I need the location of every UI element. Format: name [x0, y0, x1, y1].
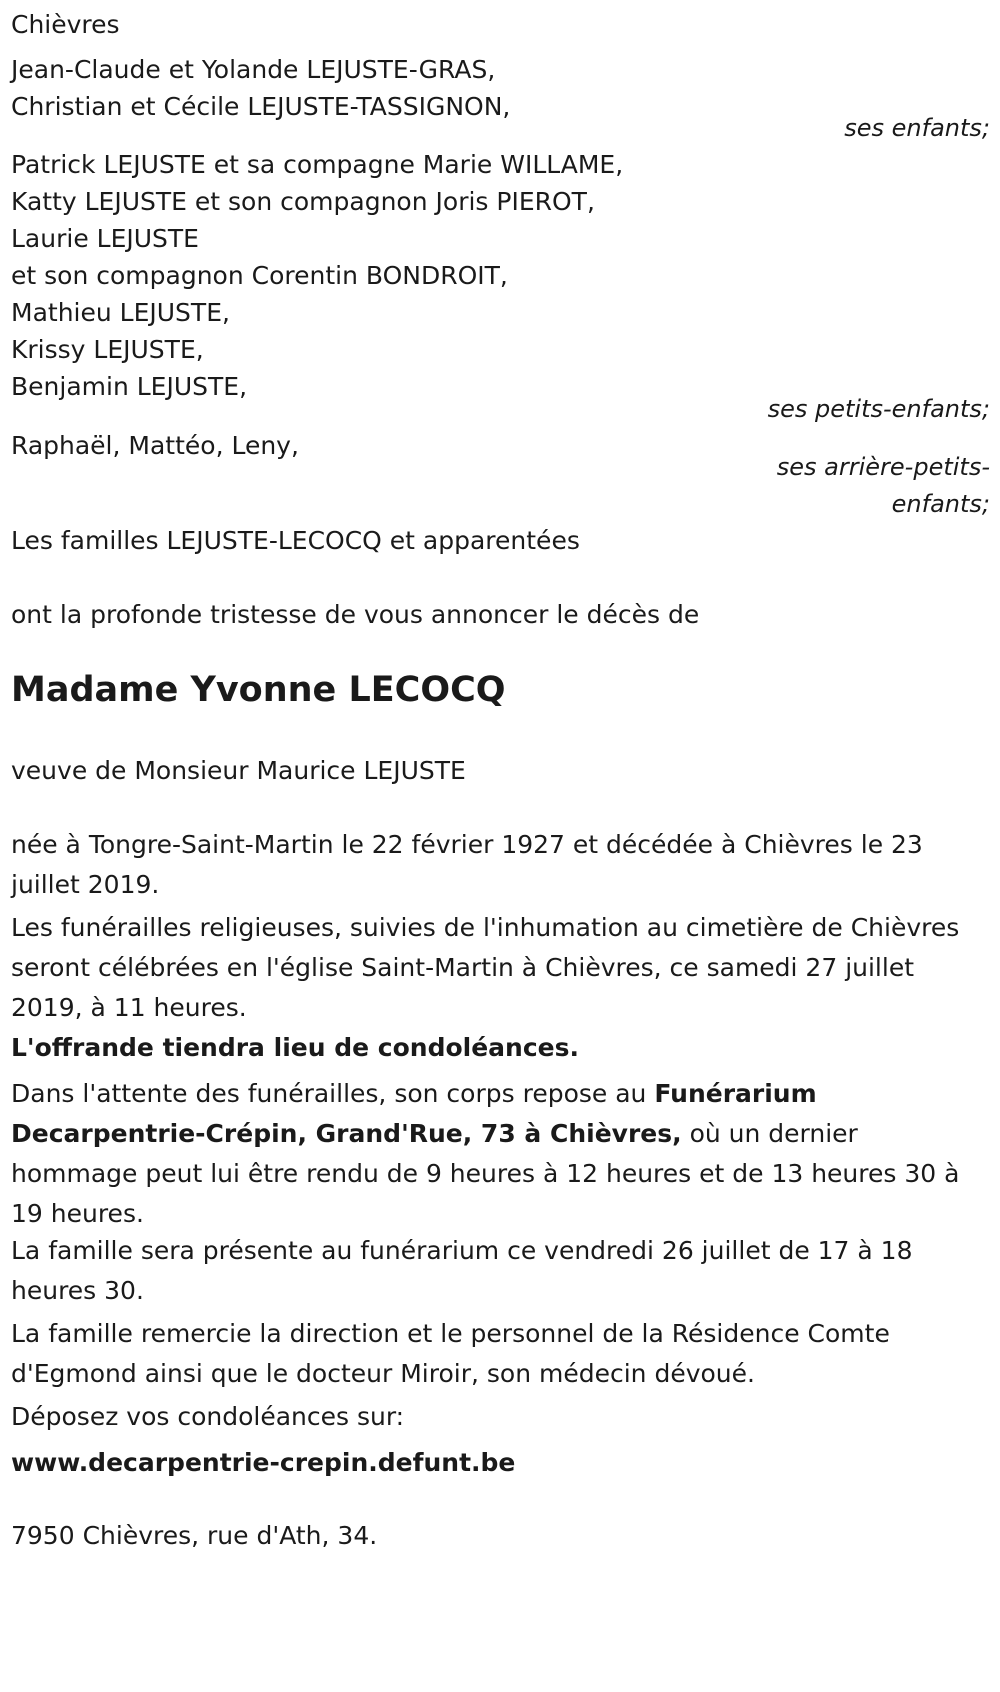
website-link[interactable]: www.decarpentrie-crepin.defunt.be: [11, 1448, 516, 1477]
town: Chièvres: [11, 10, 120, 39]
deceased-name: Madame Yvonne LECOCQ: [11, 670, 506, 710]
great-grandchildren-line: Raphaël, Mattéo, Leny,: [11, 431, 299, 460]
widow-of: veuve de Monsieur Maurice LEJUSTE: [11, 756, 466, 785]
grandchild-line: Katty LEJUSTE et son compagnon Joris PIEROT,: [11, 187, 595, 216]
grandchild-line: Mathieu LEJUSTE,: [11, 298, 230, 327]
grandchild-line: Patrick LEJUSTE et sa compagne Marie WILLAME,: [11, 150, 624, 179]
great-grandchildren-role: ses arrière-petits-: [776, 453, 990, 481]
offering-note: L'offrande tiendra lieu de condoléances.: [11, 1033, 579, 1062]
family-presence: La famille sera présente au funérarium ce vendredi 26 juillet de 17 à 18 heures 30.: [11, 1236, 913, 1305]
grandchild-line: Krissy LEJUSTE,: [11, 335, 204, 364]
great-grandchildren-role-cont: enfants;: [891, 490, 990, 518]
child-line: Jean-Claude et Yolande LEJUSTE-GRAS,: [11, 55, 496, 84]
grandchild-line: Benjamin LEJUSTE,: [11, 372, 248, 401]
repose-outro: où un dernier hommage peut lui être rendu de 9 heures à 12 heures et de 13 heures 30 à 19 heures.: [11, 1119, 960, 1228]
condolences-label: Déposez vos condoléances sur:: [11, 1402, 405, 1431]
funeral-info: Les funérailles religieuses, suivies de l'inhumation au cimetière de Chièvres seront célébrées en l'église Saint-Martin à Chièvres, ce samedi 27 juillet 2019, à 11 heures.: [11, 913, 960, 1022]
address: 7950 Chièvres, rue d'Ath, 34.: [11, 1521, 378, 1550]
children-role: ses enfants;: [844, 114, 990, 142]
announcement: ont la profonde tristesse de vous annoncer le décès de: [11, 600, 700, 629]
funerarium-name: Funérarium Decarpentrie-Crépin, Grand'Rue, 73 à Chièvres,: [11, 1079, 817, 1148]
repose-intro: Dans l'attente des funérailles, son corps repose au: [11, 1079, 655, 1108]
grandchild-line: et son compagnon Corentin BONDROIT,: [11, 261, 508, 290]
grandchildren-role: ses petits-enfants;: [767, 395, 990, 423]
child-line: Christian et Cécile LEJUSTE-TASSIGNON,: [11, 92, 511, 121]
thanks: La famille remercie la direction et le personnel de la Résidence Comte d'Egmond ainsi que le docteur Miroir, son médecin dévoué.: [11, 1319, 890, 1388]
repose-info: [11, 1074, 991, 1234]
birth-death: née à Tongre-Saint-Martin le 22 février 1927 et décédée à Chièvres le 23 juillet 2019.: [11, 830, 923, 899]
families-line: Les familles LEJUSTE-LECOCQ et apparentées: [11, 526, 580, 555]
grandchild-line: Laurie LEJUSTE: [11, 224, 199, 253]
